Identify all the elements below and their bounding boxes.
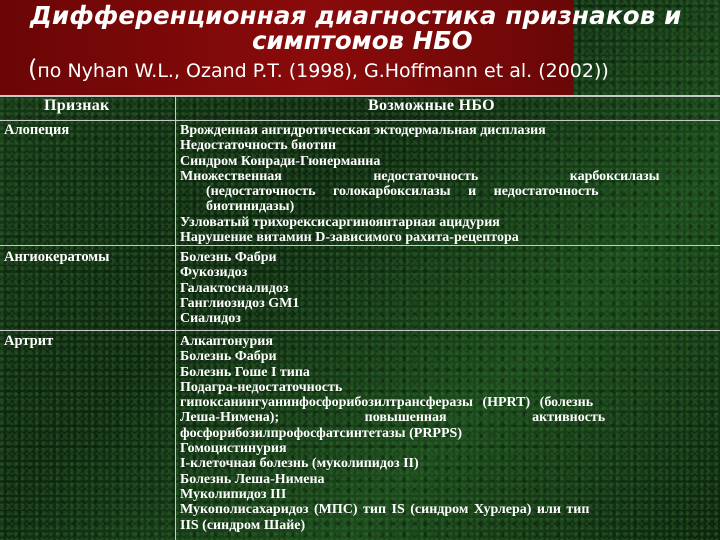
disease-line: Фукозидоз — [180, 265, 248, 281]
slide-title-line2: симптомов НБО — [252, 26, 473, 55]
disease-line-justified — [180, 169, 712, 184]
disease-line: Болезнь Леша-Нимена — [180, 471, 325, 487]
disease-line: Синдром Конради-Гюнерманна — [180, 153, 381, 169]
disease-line: Леша-Нимена); повышенная активность — [180, 410, 606, 426]
header-diseases: Возможные НБО — [368, 97, 495, 114]
row-divider — [0, 330, 720, 331]
header-bottom-rule — [0, 120, 720, 121]
disease-line: Болезнь Фабри — [180, 250, 277, 265]
disease-line: Болезнь Фабри — [180, 349, 277, 365]
disease-line: Множественная недостаточность карбоксилазы — [180, 168, 660, 184]
sign-angiokeratoma: Ангиокератомы — [4, 249, 110, 265]
disease-line: Подагра-недостаточность — [180, 379, 343, 395]
diseases-angiokeratoma — [180, 250, 712, 326]
disease-line: Болезнь Гоше I типа — [180, 364, 310, 380]
disease-line: IIS (синдром Шайе) — [180, 517, 306, 533]
sign-alopecia: Алопеция — [4, 122, 70, 138]
disease-line: фосфорибозилпрофосфатсинтетазы (PRPPS) — [180, 425, 462, 441]
disease-line: I-клеточная болезнь (муколипидоз II) — [180, 456, 419, 472]
disease-line: Врожденная ангидротическая эктодермальная дисплазия — [180, 123, 546, 138]
disease-line: Сиалидоз — [180, 311, 241, 327]
slide-subtitle — [28, 55, 609, 83]
disease-line: Гомоцистинурия — [180, 441, 287, 457]
header-sign: Признак — [44, 97, 110, 114]
slide-title-line1: Дифференционная диагностика признаков и — [30, 1, 682, 30]
disease-line: биотинидазы) — [206, 199, 295, 215]
disease-line: гипоксанингуанинфосфорибозилтрансферазы (HPRT) (болезнь — [180, 395, 594, 411]
column-divider — [175, 95, 176, 540]
disease-line: Ганглиозидоз GM1 — [180, 295, 300, 311]
sign-arthritis: Артрит — [4, 333, 54, 349]
diseases-arthritis — [180, 334, 712, 533]
disease-line: Галактосиалидоз — [180, 280, 289, 296]
diseases-alopecia — [180, 123, 712, 245]
disease-line: Мукополисахаридоз (МПС) тип IS (синдром Хурлера) или тип — [180, 502, 590, 518]
row-divider — [0, 245, 720, 246]
subtitle-text: по Nyhan W.L., Ozand P.T. (1998), G.Hoffmann et al. (2002)) — [37, 60, 609, 82]
disease-line: Алкаптонурия — [180, 334, 273, 349]
subtitle-open-paren: ( — [28, 55, 38, 83]
disease-line: Узловатый трихорексисаргиноянтарная ацидурия — [180, 214, 500, 230]
disease-line: (недостаточность голокарбоксилазы и недостаточность — [206, 184, 599, 200]
disease-line: Нарушение витамин D-зависимого рахита-рецептора — [180, 230, 519, 246]
disease-line: Недостаточность биотин — [180, 138, 337, 154]
disease-line: Муколипидоз III — [180, 486, 287, 502]
